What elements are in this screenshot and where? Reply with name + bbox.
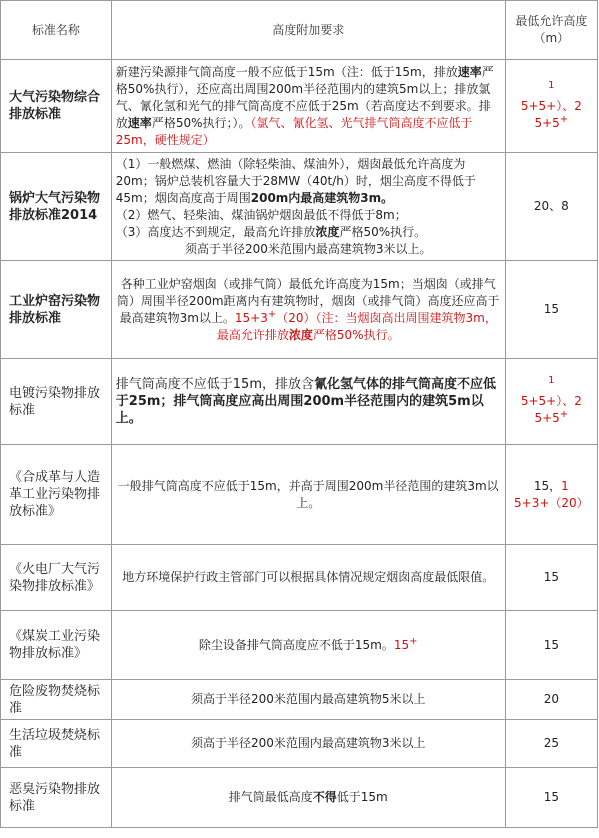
min-height-value: 15，1 5+3+（20） <box>505 445 597 545</box>
standard-name: 《火电厂大气污染物排放标准》 <box>1 545 112 611</box>
min-height-value: 15 <box>505 611 597 680</box>
min-height-value: 15 <box>505 768 597 828</box>
table-row <box>1 545 598 611</box>
standard-name: 生活垃圾焚烧标准 <box>1 720 112 768</box>
height-requirement: 一般排气筒高度不应低于15m，并高于周围200m半径范围的建筑3m以上。 <box>111 445 505 545</box>
standard-name: 锅炉大气污染物排放标准2014 <box>1 153 112 261</box>
min-height-value: 25 <box>505 720 597 768</box>
height-requirement: 排气筒最低高度不得低于15m <box>111 768 505 828</box>
min-height-value: $^1$ 5+5+）、2 5+5+ <box>505 60 597 153</box>
table-row <box>1 445 598 545</box>
min-height-value: 15 <box>505 261 597 359</box>
min-height-value: 20 <box>505 680 597 720</box>
height-requirement: 除尘设备排气筒高度应不低于15m。15+ <box>111 611 505 680</box>
height-requirement: 排气筒高度不应低于15m，排放含氰化氢气体的排气筒高度不应低于25m；排气筒高度应高出周围200m半径范围内的建筑5m以上。 <box>111 359 505 445</box>
table-row <box>1 153 598 261</box>
table-header <box>1 1 598 60</box>
table-row <box>1 768 598 828</box>
height-requirement: 新建污染源排气筒高度一般不应低于15m（注：低于15m，排放速率严格50%执行），还应高出周围200m半径范围内的建筑5m以上；排放氯气、氰化氢和光气的排气筒高度不应低于25m（若高度达不到要求。排放速率严格50%执行；）。（氯气、氰化氢、光气排气筒高度不应低于25m，硬性规定） <box>111 60 505 153</box>
min-height-value: 20、8 <box>505 153 597 261</box>
min-height-value: 15 <box>505 545 597 611</box>
standard-name: 电镀污染物排放标准 <box>1 359 112 445</box>
height-requirement: 各种工业炉窑烟囱（或排气筒）最低允许高度为15m；当烟囱（或排气筒）周围半径200m距离内有建筑物时，烟囱（或排气筒）高度还应高于最高建筑物3m以上。15+3+（20）（注：当烟囱高出周围建筑物3m，最高允许排放浓度严格50%执行。 <box>111 261 505 359</box>
table-row <box>1 60 598 153</box>
min-height-value: $^1$ 5+5+）、2 5+5+ <box>505 359 597 445</box>
standard-name: 大气污染物综合排放标准 <box>1 60 112 153</box>
height-requirement: 须高于半径200米范围内最高建筑物3米以上 <box>111 720 505 768</box>
header-min-height: 最低允许高度（m） <box>505 1 597 60</box>
height-requirement: （1）一般燃煤、燃油（除轻柴油、煤油外），烟囱最低允许高度为20m；锅炉总装机容量大于28MW（40t/h）时，烟尘高度不得低于45m；烟囱高度高于周围200m内最高建筑物3m。 （2）燃气、轻柴油、煤油锅炉烟囱最低不得低于8m； （3）高度达不到规定，最高允许排放浓度严格50%执行。 须高于半径200米范围内最高建筑物3米以上。 <box>111 153 505 261</box>
header-standard-name: 标准名称 <box>1 1 112 60</box>
standard-name: 恶臭污染物排放标准 <box>1 768 112 828</box>
standard-name: 工业炉窑污染物排放标准 <box>1 261 112 359</box>
standard-name: 《合成革与人造革工业污染物排放标准》 <box>1 445 112 545</box>
table-row <box>1 611 598 680</box>
table-row <box>1 720 598 768</box>
standard-name: 危险废物焚烧标准 <box>1 680 112 720</box>
height-requirement: 须高于半径200米范围内最高建筑物5米以上 <box>111 680 505 720</box>
header-height-requirement: 高度附加要求 <box>111 1 505 60</box>
table-row <box>1 261 598 359</box>
height-requirement: 地方环境保护行政主管部门可以根据具体情况规定烟囱高度最低限值。 <box>111 545 505 611</box>
table-row <box>1 359 598 445</box>
table-row <box>1 680 598 720</box>
standard-name: 《煤炭工业污染物排放标准》 <box>1 611 112 680</box>
